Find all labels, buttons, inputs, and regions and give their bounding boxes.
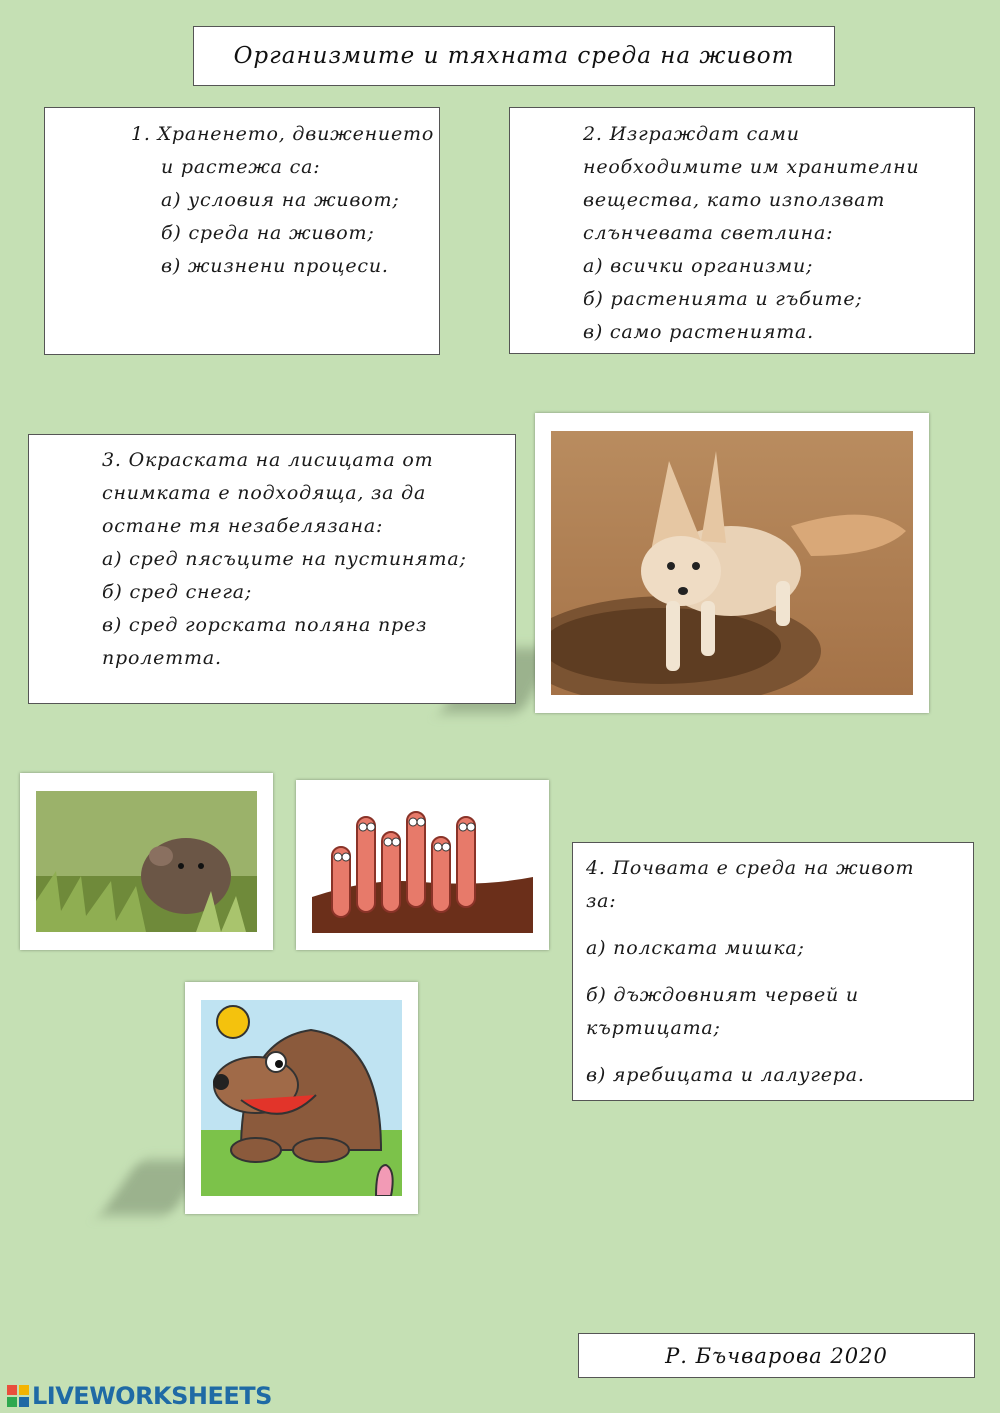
question-3-box [28,434,516,704]
fennec-fox-image [551,431,913,695]
question-2-option-c: в) само растенията. [583,321,815,343]
liveworksheets-logo[interactable] [6,1381,272,1411]
question-3-text: остане тя незабелязана: [102,515,384,537]
mouse-image [36,791,257,932]
worksheet-title: Организмите и тяхната среда на живот [193,26,835,86]
question-4-option-b: къртицата; [586,1017,721,1039]
question-1-box [44,107,440,355]
question-1-text: 1. Храненето, движението [131,123,435,145]
question-2-text: вещества, като използват [583,189,886,211]
question-2-box [509,107,975,354]
question-3-option-a: а) сред пясъците на пустинята; [102,548,467,570]
question-3-option-c: в) сред горската поляна през [102,614,428,636]
question-4-box [572,842,974,1101]
question-2-text: необходимите им хранителни [583,156,920,178]
logo-icon [6,1384,30,1408]
question-1-option-c: в) жизнени процеси. [161,255,389,277]
author-credit: Р. Бъчварова 2020 [578,1333,975,1378]
fox-photo [535,413,929,713]
question-3-text: 3. Окраската на лисицата от [102,449,434,471]
question-4-text: за: [586,890,617,912]
question-4-option-a: а) полската мишка; [586,937,805,959]
cartoon-worms-image [312,797,533,933]
cartoon-mole-image [201,1000,402,1196]
question-4-option-b: б) дъждовният червей и [586,984,859,1006]
question-1-option-a: а) условия на живот; [161,189,400,211]
logo-text: LIVEWORKSHEETS [32,1382,272,1410]
question-1-option-b: б) среда на живот; [161,222,375,244]
question-3-option-c: пролетта. [102,647,222,669]
question-2-text: 2. Изграждат сами [583,123,800,145]
question-4-text: 4. Почвата е среда на живот [586,857,915,879]
question-2-option-a: а) всички организми; [583,255,814,277]
question-3-text: снимката е подходяща, за да [102,482,427,504]
earthworms-photo [296,780,549,950]
question-3-option-b: б) сред снега; [102,581,253,603]
question-2-text: слънчевата светлина: [583,222,834,244]
question-2-option-b: б) растенията и гъбите; [583,288,863,310]
field-mouse-photo [20,773,273,950]
mole-photo [185,982,418,1214]
question-4-option-c: в) яребицата и лалугера. [586,1064,865,1086]
question-1-text: и растежа са: [161,156,321,178]
